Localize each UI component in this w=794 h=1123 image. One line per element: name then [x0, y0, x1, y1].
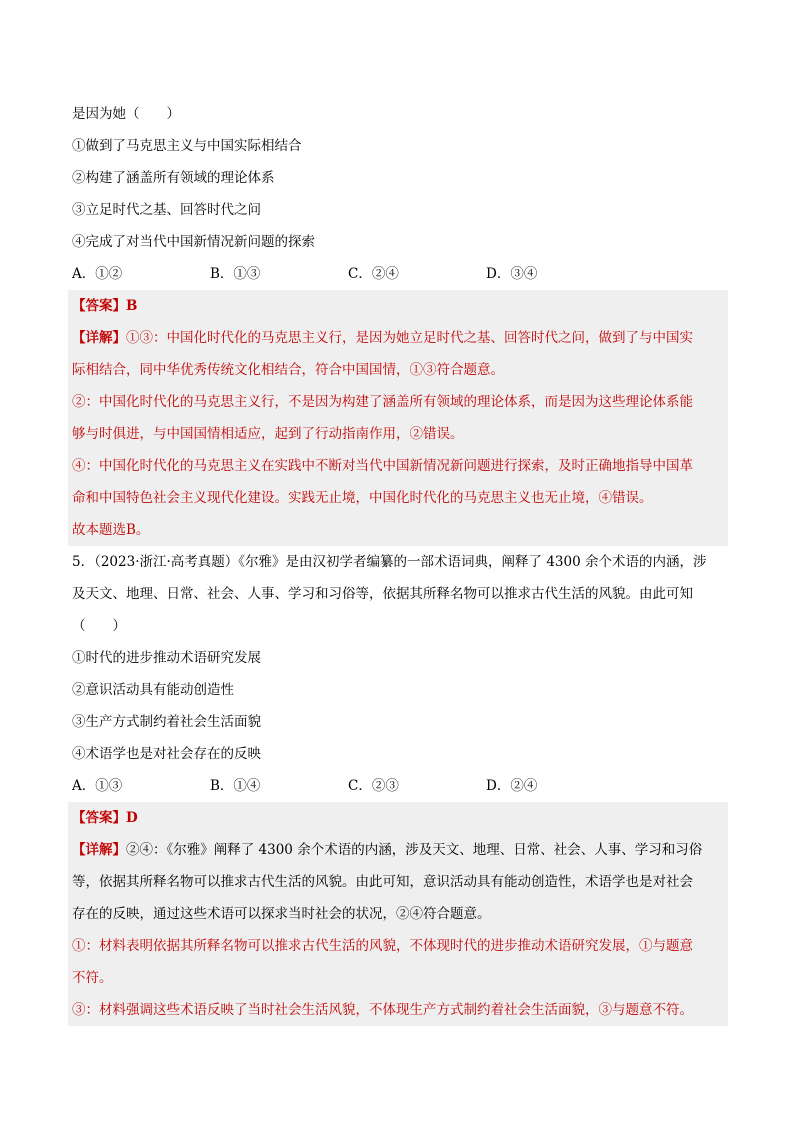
- q4-detail-2a: ②：中国化时代化的马克思主义行，不是因为构建了涵盖所有领域的理论体系，而是因为这些理论体系能: [72, 394, 693, 410]
- q4-conclusion: 故本题选B。: [72, 522, 150, 538]
- q5-item-3: ③生产方式制约着社会生活面貌: [72, 714, 261, 730]
- q5-detail-text-1a: ②④：《尔雅》阐释了 4300 余个术语的内涵，涉及天文、地理、日常、社会、人事、学习和习俗: [126, 842, 703, 858]
- answer-tag: 【答案】: [72, 810, 126, 826]
- q5-option-a: A．①③: [72, 778, 123, 794]
- q5-item-2: ②意识活动具有能动创造性: [72, 682, 234, 698]
- q5-option-d: D．②④: [486, 778, 538, 794]
- q4-option-b: B．①③: [210, 266, 261, 282]
- answer-value: D: [126, 810, 138, 826]
- q5-detail-1a: [72, 834, 728, 866]
- q4-stem-tail: 是因为她（ ）: [72, 106, 180, 122]
- answer-value: B: [126, 298, 138, 314]
- q5-option-b: B．①④: [210, 778, 261, 794]
- q5-detail-1c: 存在的反映，通过这些术语可以探求当时社会的状况，②④符合题意。: [72, 906, 491, 922]
- q4-answer: [72, 290, 728, 322]
- q4-item-1: ①做到了马克思主义与中国实际相结合: [72, 138, 302, 154]
- q5-stem-2: 及天文、地理、日常、社会、人事、学习和习俗等，依据其所释名物可以推求古代生活的风貌。由此可知: [72, 586, 693, 602]
- q5-detail-2a: ①：材料表明依据其所释名物可以推求古代生活的风貌，不体现时代的进步推动术语研究发展，①与题意: [72, 938, 693, 954]
- q4-item-4: ④完成了对当代中国新情况新问题的探索: [72, 234, 315, 250]
- answer-tag: 【答案】: [72, 298, 126, 314]
- q4-option-a: A．①②: [72, 266, 123, 282]
- q4-detail-2b: 够与时俱进，与中国国情相适应，起到了行动指南作用，②错误。: [72, 426, 464, 442]
- q5-item-1: ①时代的进步推动术语研究发展: [72, 650, 261, 666]
- q4-options: [72, 258, 724, 290]
- q4-item-2: ②构建了涵盖所有领域的理论体系: [72, 170, 275, 186]
- q5-detail-3a: ③：材料强调这些术语反映了当时社会生活风貌，不体现生产方式制约着社会生活面貌，③与题意不符。: [72, 1002, 693, 1018]
- q4-detail-1a: [72, 322, 728, 354]
- q5-answer: [72, 802, 728, 834]
- q4-detail-1b: 际相结合，同中华优秀传统文化相结合，符合中国国情，①③符合题意。: [72, 362, 504, 378]
- q4-detail-3b: 命和中国特色社会主义现代化建设。实践无止境，中国化时代化的马克思主义也无止境，④错误。: [72, 490, 653, 506]
- q5-detail-1b: 等，依据其所释名物可以推求古代生活的风貌。由此可知，意识活动具有能动创造性，术语学也是对社会: [72, 874, 693, 890]
- q5-option-c: C．②③: [348, 778, 399, 794]
- detail-tag: 【详解】: [72, 330, 126, 346]
- q4-detail-3a: ④：中国化时代化的马克思主义在实践中不断对当代中国新情况新问题进行探索，及时正确地指导中国革: [72, 458, 693, 474]
- q5-stem-3: （ ）: [72, 618, 126, 634]
- q5-options: [72, 770, 724, 802]
- detail-tag: 【详解】: [72, 842, 126, 858]
- document-page: [72, 98, 724, 1026]
- q5-detail-2b: 不符。: [72, 970, 113, 986]
- q4-answer-block: [68, 290, 728, 546]
- q5-item-4: ④术语学也是对社会存在的反映: [72, 746, 261, 762]
- q4-option-c: C．②④: [348, 266, 399, 282]
- q4-detail-text-1a: ①③：中国化时代化的马克思主义行，是因为她立足时代之基、回答时代之问，做到了与中国实: [126, 330, 693, 346]
- q4-option-d: D．③④: [486, 266, 538, 282]
- q5-stem-1: 5．（2023·浙江·高考真题）《尔雅》是由汉初学者编纂的一部术语词典，阐释了 4300 余个术语的内涵，涉: [72, 554, 707, 570]
- q4-item-3: ③立足时代之基、回答时代之问: [72, 202, 261, 218]
- q5-answer-block: [68, 802, 728, 1026]
